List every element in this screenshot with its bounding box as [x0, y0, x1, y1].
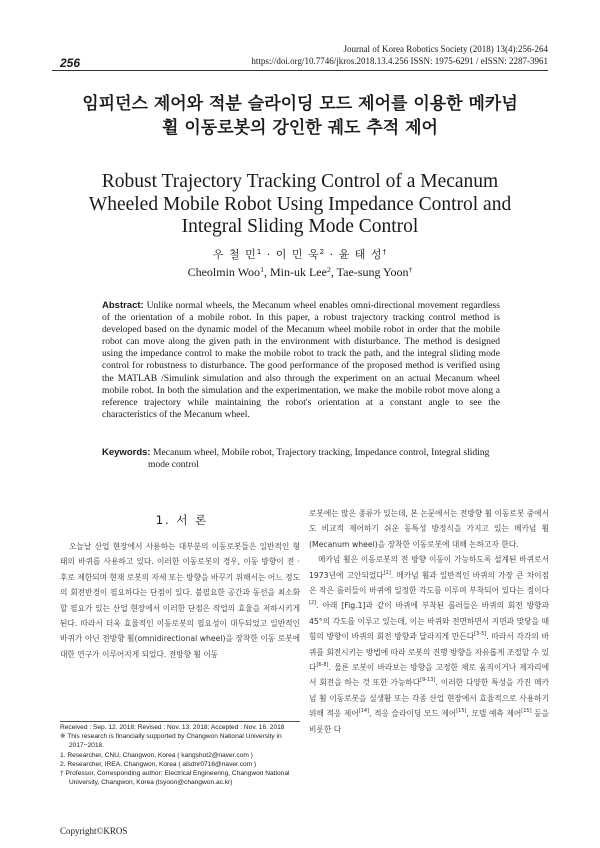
- body-text: . 아래 [Fig.1]과 같이 바퀴에 부착된 롤러들은 바퀴의 회전 방향과 45°의 각도를 이루고 있는데, 이는 바퀴와 전면하면서 지면과 맞닿을 때 힘의 방향이 바퀴의 회전 방향과 달라지게 만든다: [309, 601, 549, 642]
- body-paragraph: [309, 552, 549, 737]
- footnote-author-3: † Professor, Corresponding author: Electrical Engineering, Changwon National University, Changwon, Korea (tsyoon@changwon.ac.kr): [60, 770, 290, 787]
- title-english: [40, 171, 560, 239]
- author-1-en: Cheolmin Woo: [187, 265, 261, 279]
- footnote-funding: ※ This research is financially supported by Changwon National University in 2017−2018.: [60, 733, 282, 750]
- footnote-divider: [60, 721, 300, 722]
- body-text: 메카넘 휠은 이동로봇의 전 방향 이동이 가능하도록 설계된 바퀴로서 1973년에 고안되었다: [309, 555, 549, 580]
- author-1-en-affil: 1: [260, 265, 264, 274]
- journal-info: [251, 44, 548, 67]
- body-right-column: [309, 506, 549, 737]
- body-text: , 모델 예측 제어: [466, 709, 522, 719]
- title-korean-line-2: 휠 이동로봇의 강인한 궤도 추적 제어: [162, 118, 438, 138]
- keywords-block: [102, 447, 500, 471]
- author-sep: ,: [263, 265, 270, 279]
- copyright: Copyright©KROS: [60, 826, 128, 836]
- citation-ref[interactable]: [3-5]: [474, 631, 487, 638]
- author-sep: ·: [325, 248, 339, 261]
- title-english-line-1: Robust Trajectory Tracking Control of a Mecanum: [101, 171, 499, 192]
- author-2-en: Min-uk Lee: [269, 265, 327, 279]
- body-text: . 따라서 각각의 바퀴를 회전시키는 방법에 따라 로봇의 진행 방향을 자유롭게 조절할 수 있다: [309, 632, 549, 673]
- citation-ref[interactable]: [2]: [309, 600, 317, 607]
- keywords-label: Keywords:: [102, 447, 151, 458]
- footnotes: [60, 723, 300, 787]
- author-sep: ,: [330, 265, 337, 279]
- author-3-ko: 윤 태 성: [338, 248, 383, 261]
- body-paragraph: 로봇에는 많은 종류가 있는데, 본 논문에서는 전방향 휠 이동로봇 중에서도 비교적 제어하기 쉬운 동특성 방정식을 가지고 있는 메카넘 휠(Mecanum wheel)을 장착한 이동로봇에 대해 논하고자 한다.: [309, 509, 549, 549]
- abstract-label: Abstract:: [102, 300, 144, 311]
- author-sep: ·: [262, 248, 276, 261]
- abstract-text: Unlike normal wheels, the Mecanum wheel enables omni-directional movement regardless of the orientation of a mobile robot. In this paper, a robust trajectory tracking control method is developed based on the dynamic model of the Mecanum wheel mobile robot in order that the mobile robot can move along the given path in the environment with disturbance. The method is designed using the impedance control to make the mobile robot to track the path, and the integral sliding mode control for robustness to disturbance. The good performance of the proposed method is verified using the MATLAB /Simulink simulation and also through the experiment on an actual Mecanum wheel mobile robot. In both the simulation and the experimentation, we make the mobile robot move along a reference trajectory while maintaining the robot's orientation at a constant angle to see the characteristics of the Mecanum wheel.: [102, 300, 500, 420]
- keywords: [102, 447, 500, 471]
- body-text: 등을 비롯한 다: [309, 709, 550, 734]
- header-divider: [52, 70, 548, 71]
- author-2-ko-affil: 2: [319, 247, 326, 256]
- author-1-ko-affil: 1: [256, 247, 263, 256]
- title-korean-line-1: 임피던스 제어와 적분 슬라이딩 모드 제어를 이용한 메카넘: [82, 94, 518, 114]
- body-left-column: [60, 539, 300, 662]
- body-text: . 이러한 다양한 특성을 가진 메카넘 휠 이동로봇을 실생활 또는 각종 산업 현장에서 효율적으로 사용하기 위해 적응 제어: [309, 678, 549, 719]
- citation-ref[interactable]: [9-13]: [420, 677, 436, 684]
- citation-ref[interactable]: [15]: [456, 708, 467, 715]
- title-english-line-3: Integral Sliding Mode Control: [181, 216, 419, 237]
- footnote-author-1: 1. Researcher, CNU, Changwon, Korea ( kangshot2@naver.com ): [60, 751, 253, 759]
- keywords-text: Mecanum wheel, Mobile robot, Trajectory tracking, Impedance control, Integral sliding mode control: [148, 447, 490, 471]
- footnote-received: Received : Sep. 12. 2018; Revised : Nov. 13. 2018; Accepted : Nov. 16. 2018: [60, 724, 285, 731]
- body-text: . 메카넘 휠과 일반적인 바퀴의 가장 큰 차이점은 작은 롤러들이 바퀴에 일정한 각도를 이루며 부착되어 있다는 점이다: [309, 570, 549, 596]
- abstract: [102, 300, 500, 421]
- title-english-line-2: Wheeled Mobile Robot Using Impedance Control and: [88, 193, 512, 215]
- journal-citation: Journal of Korea Robotics Society (2018) 13(4):256-264: [343, 44, 548, 54]
- author-1-ko: 우 철 민: [212, 248, 257, 261]
- authors-english: [40, 265, 560, 280]
- author-2-en-affil: 2: [326, 265, 331, 274]
- author-3-en-affil: †: [408, 265, 413, 274]
- section-title-introduction: 1. 서 론: [155, 513, 209, 527]
- author-3-ko-affil: †: [382, 247, 388, 256]
- citation-ref[interactable]: [15]: [521, 708, 532, 715]
- author-3-en: Tae-sung Yoon: [336, 265, 409, 279]
- citation-ref[interactable]: [14]: [358, 708, 370, 715]
- body-text: , 적응 슬라이딩 모드 제어: [369, 709, 457, 719]
- body-paragraph: 오늘날 산업 현장에서 사용하는 대부분의 이동로봇들은 일반적인 형태의 바퀴를 사용하고 있다. 이러한 이동로봇의 경우, 이동 방향이 전 · 후로 제한되며 현재 로봇의 자세 또는 방향을 바꾸기 위해서는 어느 정도의 회전반경이 필요하다는 단점이 있다. 불필요한 공간과 동선을 최소화할 필요가 있는 산업 현장에서 이러한 단점은 작업의 효율을 저하시키게 된다. 따라서 더욱 효율적인 이동로봇의 필요성이 대두되었고 일반적인 바퀴가 아닌 전방향 휠(omnidirectional wheel)을 장착한 이동 로봇에 대한 연구가 이루어지게 되었다. 전방향 휠 이동: [60, 542, 300, 659]
- title-korean: [40, 92, 560, 140]
- citation-ref[interactable]: [1]: [383, 569, 391, 576]
- body-text: . 물론 로봇이 바라보는 방향을 고정한 채로 움직이거나 제자리에서 회전을 하는 것 또한 가능하다: [309, 663, 549, 688]
- footnote-author-2: 2. Researcher, IREA, Changwon, Korea ( alsdnr0716@naver.com ): [60, 760, 257, 768]
- authors-korean: [40, 246, 560, 262]
- journal-doi-issn[interactable]: https://doi.org/10.7746/jkros.2018.13.4.256 ISSN: 1975-6291 / eISSN: 2287-3961: [251, 55, 548, 66]
- citation-ref[interactable]: [6-8]: [316, 662, 329, 669]
- author-2-ko: 이 민 욱: [275, 248, 320, 261]
- page-number: 256: [60, 56, 81, 70]
